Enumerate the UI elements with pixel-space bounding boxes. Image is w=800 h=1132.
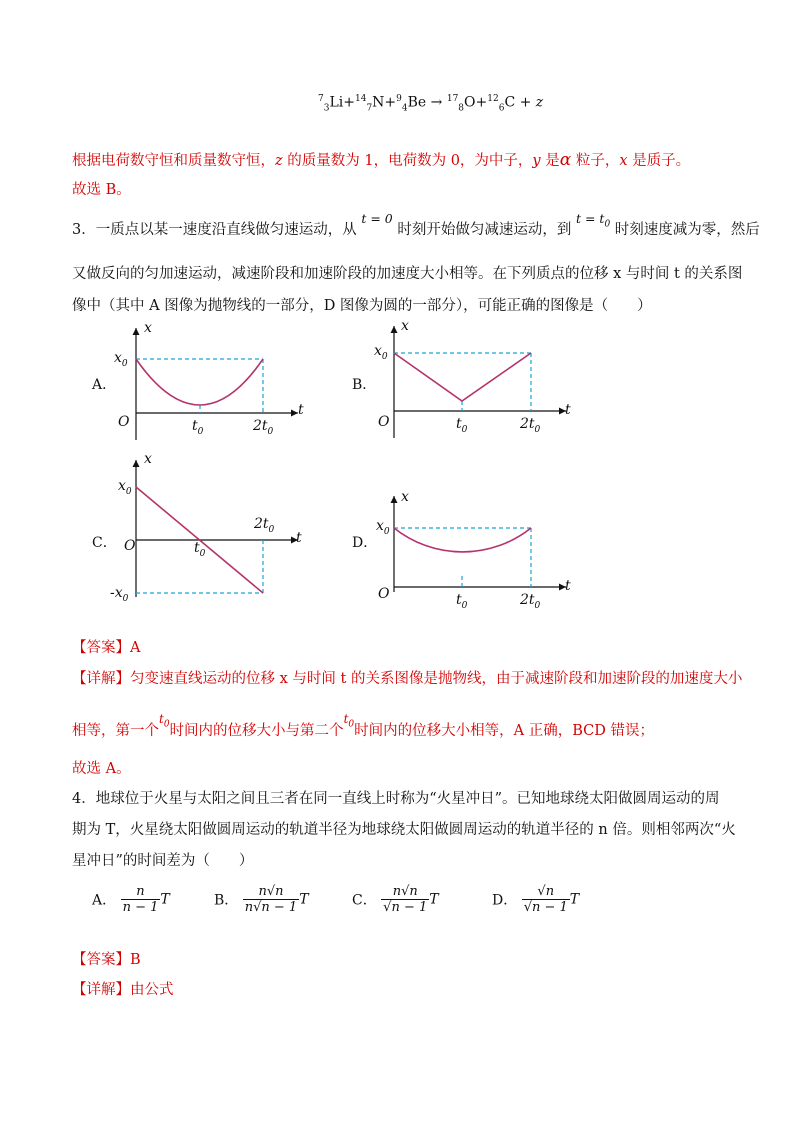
q4-answer: 【答案】B [72,952,141,968]
option-d-label[interactable]: D． [352,535,378,551]
prev-analysis-line [72,149,690,170]
q3-line-2: 又做反向的匀加速运动，减速阶段和加速阶段的加速度大小相等。在下列质点的位移 x 与时间 t 的关系图 [72,266,743,282]
graph-c-neg-x0: $-x_0$ [110,585,129,604]
fraction-a: $\frac{n}{n - 1}$ [122,884,159,915]
q4-option-a[interactable] [92,884,170,915]
nuclear-equation: $^7_3$Li+$^{14}_7$N+$^9_4$Be → $^{17}_8$O+$^{12}_6$C + z [318,94,544,114]
graph-c-x-axis-label: x [144,451,152,467]
be-mass: 9 [396,94,402,104]
c-charge: 6 [498,103,505,114]
option-b-label[interactable]: B． [352,377,377,393]
option-a-label[interactable]: A． [92,377,117,393]
q3-answer: 【答案】A [72,640,141,656]
text: x [619,153,628,169]
q4-line-2: 期为 T，火星绕太阳做圆周运动的轨道半径为地球绕太阳做圆周运动的轨道半径的 n 倍。则相邻两次“火 [72,822,736,838]
label: D． [492,892,518,909]
text: 时刻开始做匀减速运动，到 [397,222,572,238]
graph-c-t0: $t_0$ [194,540,206,559]
sub: 0 [604,219,611,230]
graph-d[interactable] [370,490,580,600]
graph-a-x0: $x_0$ [114,350,128,369]
graph-c-2t0: $2t_0$ [254,516,275,535]
graph-c-origin: O [124,538,136,554]
graph-b[interactable] [370,318,580,448]
circle-arc [394,528,531,552]
q4-detail: 【详解】由公式 [72,982,174,998]
fraction-d: $\frac{√n}{√n - 1}$ [523,884,568,915]
fraction-c: $\frac{n√n}{√n - 1}$ [383,884,428,915]
prev-conclusion: 故选 B。 [72,182,131,198]
text: 是质子。 [627,153,691,169]
graph-b-x-axis-label: x [401,318,409,334]
q3-detail-line-2: 相等，第一个$^{t_0}$时间内的位移大小与第二个$^{t_0}$时间内的位移大小相等，A 正确，BCD 错误； [72,712,654,739]
q4-line-1: 4．地球位于火星与太阳之间且三者在同一直线上时称为“火星冲日”。已知地球绕太阳做圆周运动的周 [72,791,720,807]
q4-option-d[interactable] [492,884,579,915]
fraction-b: $\frac{n√n}{n√n - 1}$ [244,884,298,915]
graph-a-2t0: $2t_0$ [253,418,274,437]
graph-b-2t0: $2t_0$ [520,416,541,435]
text: 相等，第一个 [72,723,159,739]
text: 根据电荷数守恒和质量数守恒， [72,153,275,169]
period-T: T [160,891,170,908]
q3-conclusion: 故选 A。 [72,761,131,777]
parabola-curve [136,359,263,405]
o-symbol: O [464,94,476,111]
text: 时刻速度减为零，然后 [614,222,760,238]
q3-detail-line-1: 【详解】匀变速直线运动的位移 x 与时间 t 的关系图像是抛物线，由于减速阶段和加速阶段的加速度大小 [72,671,743,687]
graph-c-x0: $x_0$ [118,478,132,497]
c-symbol: C [504,94,516,111]
q4-option-c[interactable] [352,884,439,915]
text: 的质量数为 1，电荷数为 0，为中子， [282,153,533,169]
graph-d-2t0: $2t_0$ [520,592,541,611]
graph-d-t-axis-label: t [565,578,571,594]
be-symbol: Be [407,94,427,111]
graph-a-x-axis-label: x [144,320,152,336]
graph-b-t0: $t_0$ [456,416,468,435]
graph-d-origin: O [378,586,390,602]
q3-line-1 [72,211,760,241]
text: 时间内的位移大小与第二个 [169,723,344,739]
q3-line-3: 像中（其中 A 图像为抛物线的一部分，D 图像为圆的一部分），可能正确的图像是（ ） [72,298,652,314]
text: y [532,153,541,169]
v-shape-line [394,353,531,401]
c-mass: 12 [487,94,499,104]
t-equals-zero: t = 0 [361,211,393,226]
graph-b-t-axis-label: t [565,402,571,418]
option-c-label[interactable]: C． [92,535,117,551]
graph-d-x0: $x_0$ [376,518,390,537]
z-symbol: z [535,94,544,111]
period-T: T [569,891,580,908]
li-charge: 3 [323,103,330,114]
n-mass: 14 [354,94,367,104]
n-charge: 7 [366,103,373,114]
q4-line-3: 星冲日”的时间差为（ ） [72,853,254,869]
graph-a-origin: O [118,414,130,430]
graph-d-t0: $t_0$ [456,592,468,611]
li-symbol: Li [329,94,344,111]
graph-c[interactable] [112,452,312,602]
graph-a-t0: $t_0$ [192,418,204,437]
o-charge: 8 [458,103,465,114]
label: A． [92,892,117,909]
text: 是 [540,153,560,169]
o-mass: 17 [446,94,459,104]
text: z [275,153,283,169]
q4-option-b[interactable] [214,884,309,915]
text: 粒子， [571,153,620,169]
graph-b-x0: $x_0$ [374,343,388,362]
t-equals-t0: t = t [575,211,605,226]
n-symbol: N [372,94,385,111]
label: C． [352,892,377,909]
graph-a[interactable] [112,320,312,450]
graph-b-origin: O [378,414,390,430]
period-T: T [299,891,309,908]
text: 时间内的位移大小相等，A 正确，BCD 错误； [354,723,654,739]
text: 3．一质点以某一速度沿直线做匀速运动，从 [72,222,357,238]
li-mass: 7 [318,94,324,104]
graph-c-t-axis-label: t [296,530,302,546]
graph-d-x-axis-label: x [401,489,409,505]
label: B． [214,892,239,909]
period-T: T [429,891,439,908]
graph-a-t-axis-label: t [298,402,304,418]
be-charge: 4 [401,103,408,114]
alpha-symbol: α [559,150,572,170]
